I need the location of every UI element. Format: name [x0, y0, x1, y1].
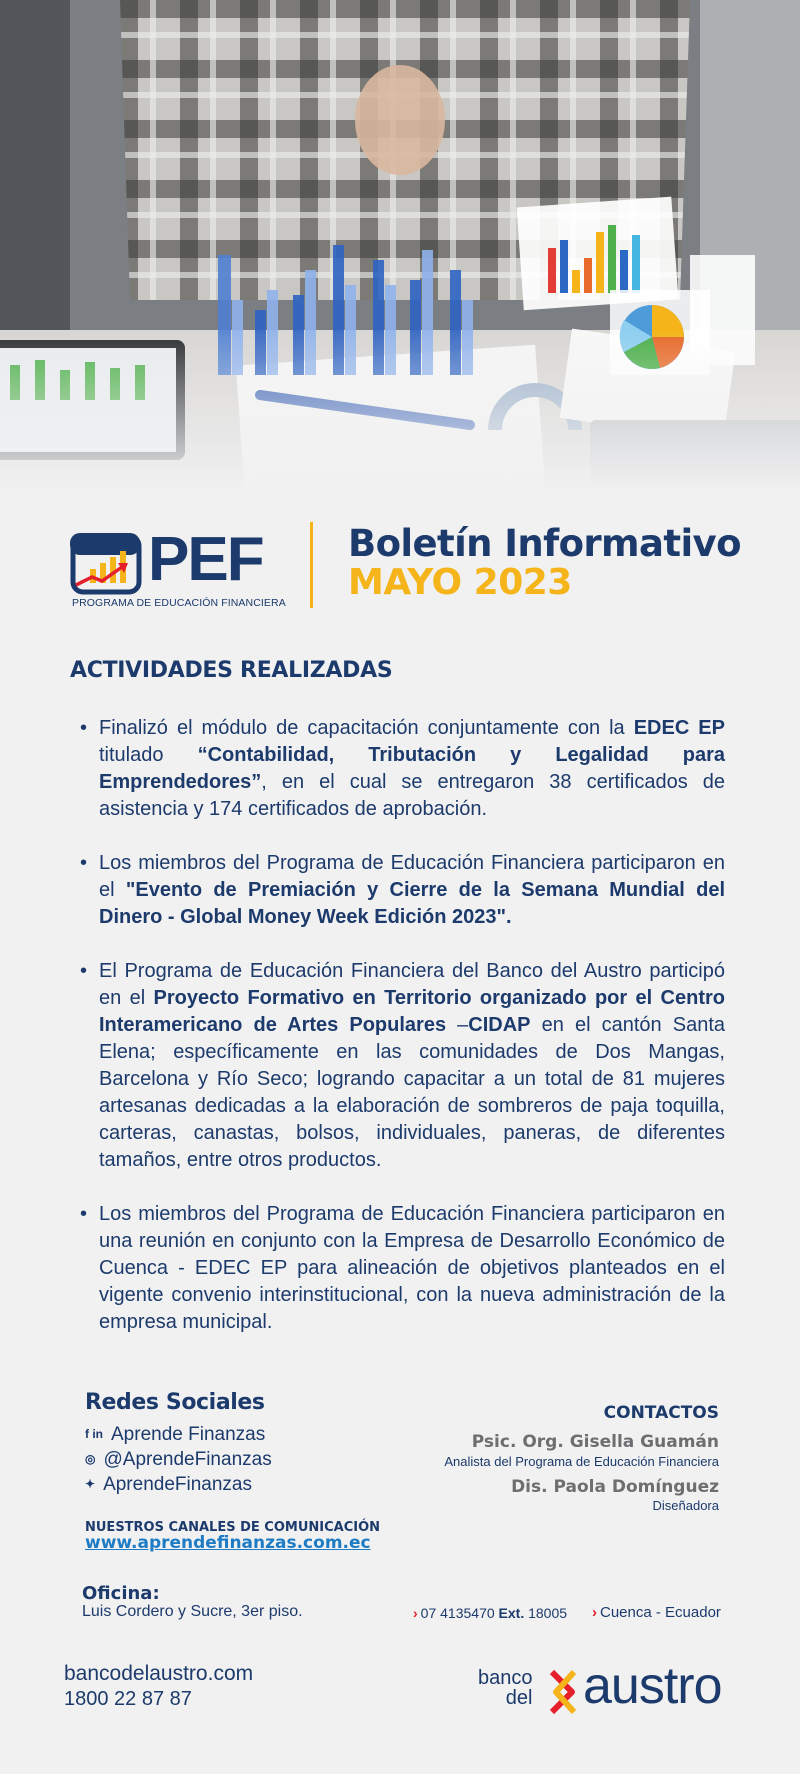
- header-divider: [310, 522, 313, 608]
- ext-label: Ext.: [498, 1605, 525, 1621]
- instagram-icon: ◎: [85, 1452, 96, 1466]
- pef-logo-text: PEF: [148, 525, 263, 594]
- contact-role: Diseñadora: [652, 1498, 719, 1513]
- office-address: Luis Cordero y Sucre, 3er piso.: [82, 1603, 303, 1620]
- hero-fade: [0, 330, 800, 500]
- bank-logo-text: austro: [583, 1657, 722, 1715]
- contact-name: Dis. Paola Domínguez: [511, 1477, 719, 1497]
- phone-number: 07 4135470: [420, 1605, 495, 1621]
- bulletin-title: Boletín Informativo: [348, 522, 741, 565]
- social-instagram[interactable]: ◎ @AprendeFinanzas: [85, 1449, 272, 1470]
- contact-name: Psic. Org. Gisella Guamán: [471, 1432, 719, 1452]
- bank-phone: 1800 22 87 87: [64, 1688, 192, 1710]
- pef-logo: [70, 525, 286, 615]
- city-info: › Cuenca - Ecuador: [592, 1604, 721, 1621]
- facebook-linkedin-icon: f in: [85, 1427, 103, 1441]
- bullet-dot: •: [80, 960, 88, 982]
- social-facebook-linkedin[interactable]: f in Aprende Finanzas: [85, 1424, 266, 1445]
- bullet-dot: •: [80, 1203, 88, 1225]
- bank-logo-small-text: banco del: [478, 1667, 533, 1709]
- bullet-dot: •: [80, 852, 88, 874]
- contacts-title: CONTACTOS: [603, 1403, 719, 1423]
- social-title: Redes Sociales: [85, 1390, 265, 1415]
- twitter-icon: ✦: [85, 1477, 96, 1491]
- list-item: • El Programa de Educación Financiera del Banco del Austro participó en el Proyecto Formativo en Territorio organizado por el Centro Interamericano de Artes Populares –CIDAP en el cantón Santa Elena; específicamente en las comunidades de Dos Mangas, Barcelona y Río Seco; logrando capacitar a un total de 81 mujeres artesanas dedicadas a la elaboración de sombreros de paja toquilla, carteras, canastas, bolsos, individuales, paneras, de diferentes tamaños, entre otros productos.: [80, 960, 725, 1171]
- list-item: • Los miembros del Programa de Educación Financiera participaron en el "Evento de Premiación y Cierre de la Semana Mundial del Dinero - Global Money Week Edición 2023".: [80, 852, 725, 928]
- phone-info: [413, 1605, 567, 1621]
- contact-role: Analista del Programa de Educación Financiera: [444, 1454, 719, 1469]
- activities-list: [70, 715, 725, 1363]
- list-item: • Los miembros del Programa de Educación Financiera participaron en una reunión en conjunto con la Empresa de Desarrollo Económico de Cuenca - EDEC EP para alineación de objetivos planteados en el vigente convenio interinstitucional, con la nueva administración de la empresa municipal.: [80, 1203, 725, 1333]
- social-twitter[interactable]: ✦ AprendeFinanzas: [85, 1474, 252, 1495]
- pef-logo-icon: [70, 533, 148, 603]
- pef-logo-subtitle: PROGRAMA DE EDUCACIÓN FINANCIERA: [72, 597, 286, 609]
- bank-website[interactable]: bancodelaustro.com: [64, 1662, 254, 1685]
- bank-logo-x-icon: [548, 1668, 578, 1716]
- ext-number: 18005: [528, 1605, 568, 1621]
- bulletin-date: MAYO 2023: [348, 562, 572, 603]
- office-title: Oficina:: [82, 1583, 160, 1604]
- hero-photo: [0, 0, 800, 500]
- chevron-right-icon: ›: [592, 1604, 597, 1621]
- chevron-right-icon: ›: [413, 1605, 418, 1621]
- channels-label: NUESTROS CANALES DE COMUNICACIÓN: [85, 1520, 381, 1535]
- website-link[interactable]: www.aprendefinanzas.com.ec: [85, 1533, 371, 1553]
- section-title: ACTIVIDADES REALIZADAS: [70, 658, 393, 683]
- bullet-dot: •: [80, 717, 88, 739]
- list-item: • Finalizó el módulo de capacitación conjuntamente con la EDEC EP titulado “Contabilidad, Tributación y Legalidad para Emprendedores”, en el cual se entregaron 38 certificados de asistencia y 174 certificados de aprobación.: [80, 717, 725, 820]
